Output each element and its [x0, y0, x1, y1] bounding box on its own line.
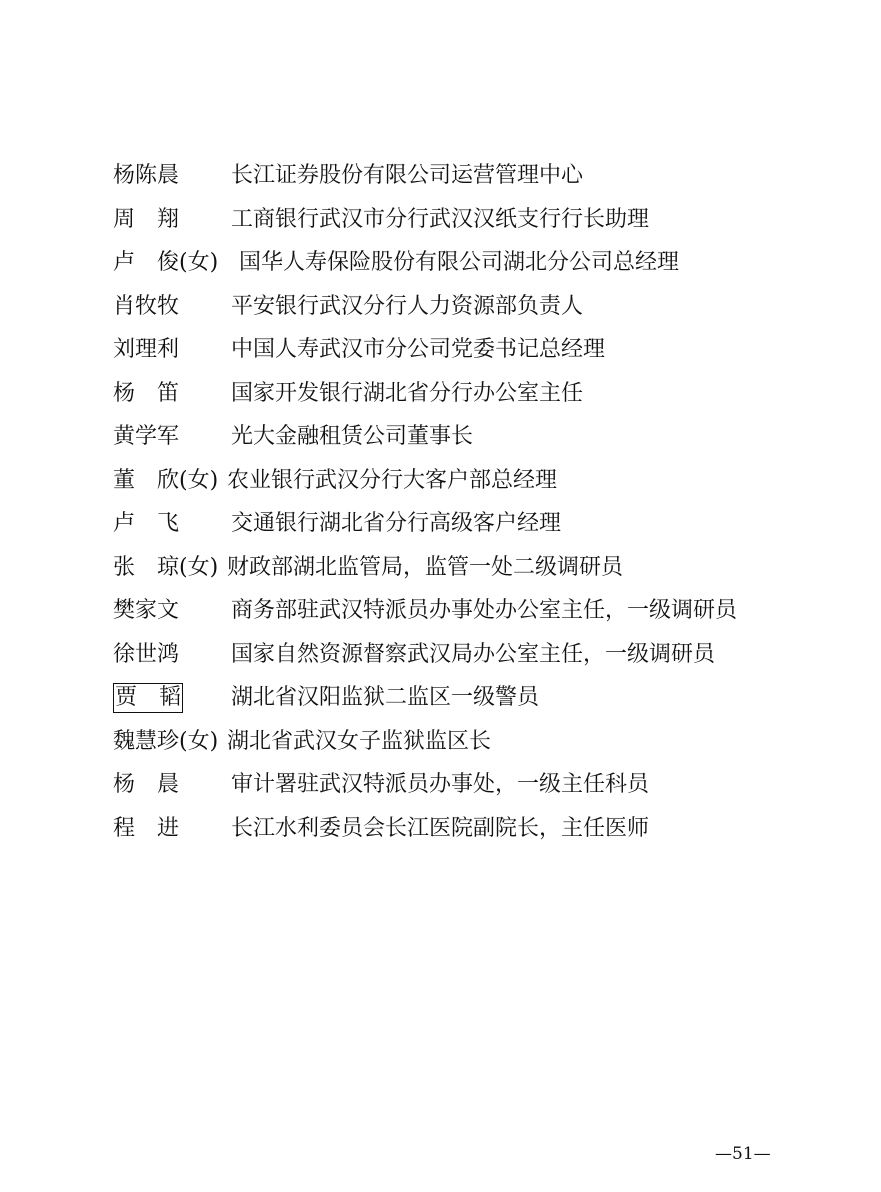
list-item [113, 763, 813, 807]
list-item [113, 633, 813, 677]
member-name: 周 翔 [113, 206, 180, 232]
member-organization: 中国人寿武汉市分公司党委书记总经理 [231, 337, 606, 362]
member-roster [113, 154, 813, 850]
member-name: 董 欣(女) [113, 467, 219, 493]
list-item [113, 546, 813, 590]
member-name: 黄学军 [113, 424, 180, 449]
member-organization: 长江证券股份有限公司运营管理中心 [231, 163, 584, 188]
member-name: 刘理利 [113, 337, 180, 362]
member-name: 卢 俊(女) [113, 250, 219, 275]
list-item [113, 241, 813, 285]
member-organization: 国家自然资源督察武汉局办公室主任，一级调研员 [231, 641, 716, 667]
member-name: 魏慧珍(女) [113, 728, 219, 754]
list-item [113, 328, 813, 372]
member-name: 杨 笛 [113, 380, 180, 406]
page-number: —51— [715, 1144, 771, 1164]
member-organization: 国家开发银行湖北省分行办公室主任 [231, 380, 584, 406]
member-name: 张 琼(女) [113, 554, 219, 580]
list-item [113, 372, 813, 416]
member-name: 卢 飞 [113, 511, 180, 536]
member-organization: 审计署驻武汉特派员办事处，一级主任科员 [231, 772, 650, 797]
list-item [113, 198, 813, 242]
list-item [113, 459, 813, 503]
member-organization: 湖北省汉阳监狱二监区一级警员 [231, 685, 540, 710]
member-organization: 平安银行武汉分行人力资源部负责人 [231, 293, 584, 319]
member-name: 肖牧牧 [113, 293, 180, 319]
member-organization: 商务部驻武汉特派员办事处办公室主任，一级调研员 [231, 598, 738, 623]
member-name: 杨陈晨 [113, 163, 180, 188]
list-item [113, 807, 813, 851]
member-name: 樊家文 [113, 598, 180, 623]
member-name: 杨 晨 [113, 772, 180, 797]
member-organization: 长江水利委员会长江医院副院长，主任医师 [231, 815, 650, 841]
list-item [113, 285, 813, 329]
member-organization: 国华人寿保险股份有限公司湖北分公司总经理 [239, 250, 680, 275]
list-item [113, 154, 813, 198]
list-item [113, 415, 813, 459]
list-item [113, 720, 813, 764]
member-organization: 交通银行湖北省分行高级客户经理 [231, 511, 562, 536]
member-organization: 农业银行武汉分行大客户部总经理 [227, 467, 558, 493]
list-item [113, 589, 813, 633]
member-name: 徐世鸿 [113, 641, 180, 667]
member-name: 程 进 [113, 815, 180, 841]
list-item [113, 676, 813, 720]
member-name-highlighted: 贾 韬 [113, 683, 183, 713]
member-organization: 光大金融租赁公司董事长 [231, 424, 474, 449]
list-item [113, 502, 813, 546]
member-organization: 财政部湖北监管局，监管一处二级调研员 [227, 554, 624, 580]
member-organization: 工商银行武汉市分行武汉汉纸支行行长助理 [231, 206, 650, 232]
member-organization: 湖北省武汉女子监狱监区长 [227, 728, 492, 754]
